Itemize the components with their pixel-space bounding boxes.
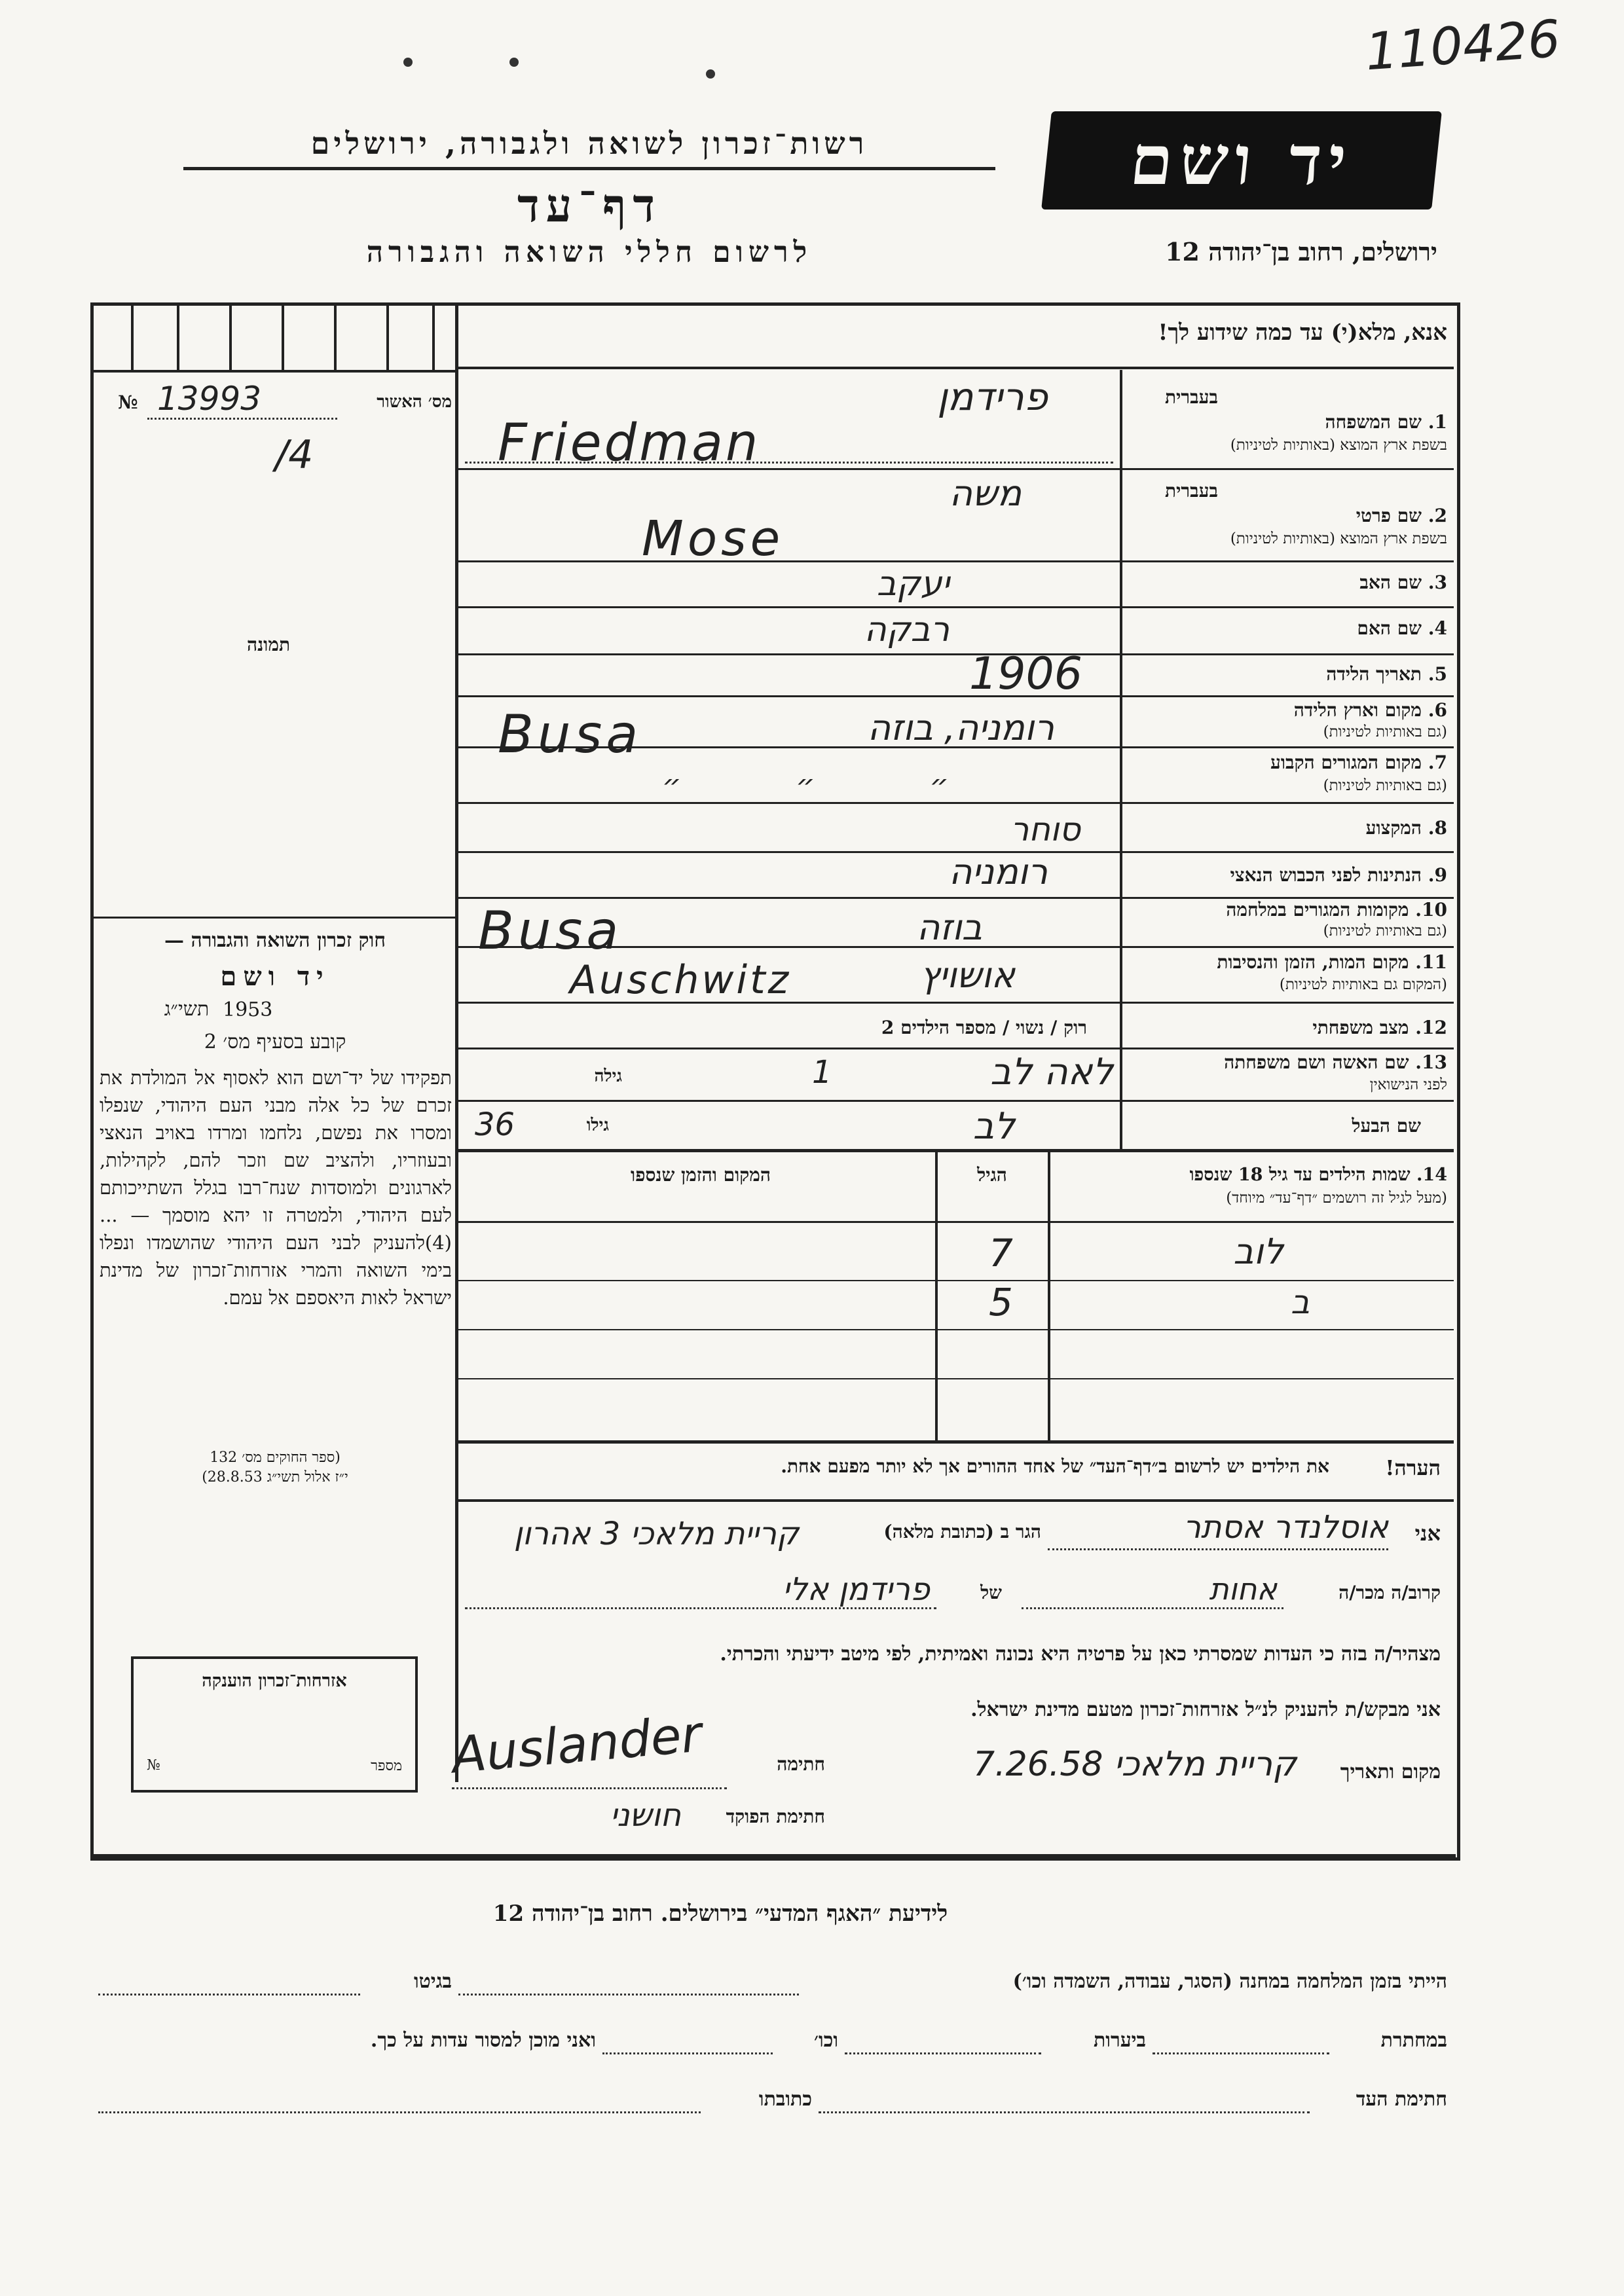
field-7-label <box>1126 753 1447 773</box>
field-11-name: מקום המות, הזמן והנסיבות <box>1217 951 1409 973</box>
children-col-place: המקום והזמן שנספו <box>631 1164 771 1186</box>
field-2-name: שם פרטי <box>1356 505 1422 526</box>
row-rule <box>458 1048 1454 1049</box>
form-instruction: אנא, מלא(י) עד כמה שידוע לך! <box>1158 319 1447 346</box>
field-2-value-hebrew: משה <box>949 473 1022 514</box>
bottom-line2-a: במחתרת <box>1380 2029 1447 2052</box>
row-rule <box>458 695 1454 697</box>
field-1-num: 1. <box>1428 411 1447 433</box>
law-name: יד ושם <box>220 961 330 992</box>
approval-prefix: № <box>118 392 138 413</box>
form-subtitle: לרשום חללי השואה והגבורה <box>366 236 813 269</box>
field-4-value: רבקה <box>864 610 950 649</box>
relation-value: אחות <box>1209 1571 1277 1607</box>
scan-dot <box>403 58 413 67</box>
tick <box>334 306 337 370</box>
note-rule <box>458 1499 1454 1502</box>
children-header-rule <box>458 1221 1454 1223</box>
field-11-num: 11. <box>1415 951 1447 973</box>
instruction-rule <box>458 367 1454 369</box>
law-footnote: (ספר החוקים מס׳ 132 <box>210 1449 341 1466</box>
declarant-name-line <box>1048 1548 1388 1550</box>
field-2-num: 2. <box>1428 505 1447 526</box>
row-rule <box>458 1100 1454 1102</box>
field-7-num: 7. <box>1428 752 1447 773</box>
children-num: 14. <box>1416 1165 1447 1185</box>
bottom-title: לידיעת ״האגף המדעי״ בירושלים. רחוב בן־יהודה 12 <box>492 1901 948 1927</box>
request-text: אני מבקש/ת להעניק לנ״ל אזרחות־זכרון מטעם מדינת ישראל. <box>970 1698 1441 1721</box>
header-address: ירושלים, רחוב בן־יהודה 12 <box>1165 237 1437 266</box>
law-year-hebrew: תשי״ג <box>164 998 210 1021</box>
field-8-name: המקצוע <box>1365 817 1422 839</box>
field-11-value-latin: Auschwitz <box>570 957 792 1003</box>
field-10-name: מקומות המגורים במלחמה <box>1226 899 1409 920</box>
field-1-label <box>1126 412 1447 433</box>
field-10-sub: (גם באותיות לטיניות) <box>1323 922 1447 939</box>
field-13-age-label: גילה <box>594 1066 622 1086</box>
field-12-label <box>1126 1018 1447 1038</box>
field-6-name: מקום וארץ הלידה <box>1293 699 1422 721</box>
law-body: תפקידו של יד־ושם הוא לאסוף אל המולדת את זכרם של כל אלה מבני העם היהודי, שנפלו ומסרו את נפשם, נלחמו ומרדו באויב הנאצי ובעוזריו, ולהציב שם וזכר להם, לקהילות, לארגונים ולמוסדות שנח־רבו בגלל השתייכותם לעם היהודי, ולמטרה זו יהא מוסמך — ...(4)להעניק לבני העם היהודי שהושמדו ונפלו בימי השואה והמרי אזרחות־זכרון של מדינת ישראל לאות היאספם אל עמם. <box>100 1066 452 1309</box>
child-2-name: ב <box>1291 1283 1310 1321</box>
bottom-line3-a-fill <box>819 2111 1310 2113</box>
bottom-line2-b: ביערות <box>1093 2029 1146 2052</box>
official-value: חושני <box>610 1797 681 1834</box>
law-clause: קובע בסעיף מס׳ 2 <box>204 1030 346 1053</box>
note-text: את הילדים יש לרשום ב״דף־העד״ של אחד ההורים אך לא יותר מפעם אחת. <box>781 1455 1329 1477</box>
of-line <box>465 1607 936 1609</box>
citizenship-number-label: מספר <box>371 1758 402 1774</box>
field-8-label <box>1126 818 1447 839</box>
tick <box>229 306 232 370</box>
bottom-line2-c: וכו׳ <box>814 2029 838 2052</box>
bottom-line1-fill <box>458 1994 799 1995</box>
logo-text: יד ושם <box>1126 120 1357 200</box>
field-1-sub: בשפת ארץ המוצא (באותיות לטיניות) <box>1230 437 1447 454</box>
field-11-label <box>1126 953 1447 973</box>
row-rule <box>458 560 1454 562</box>
tick <box>177 306 179 370</box>
signature-line <box>452 1787 727 1789</box>
field-5-name: תאריך הלידה <box>1326 663 1422 685</box>
tick <box>386 306 389 370</box>
bottom-line3-a: חתימת העד <box>1356 2088 1447 2111</box>
husband-age: 36 <box>475 1106 515 1143</box>
law-year: 1953 <box>223 998 273 1021</box>
child-1-name: לוב <box>1233 1231 1283 1272</box>
children-row-rule <box>458 1280 1454 1281</box>
child-1-age: 7 <box>989 1231 1013 1275</box>
husband-age-label: גילו <box>586 1116 609 1135</box>
field-6-num: 6. <box>1428 699 1447 721</box>
row-rule <box>458 1149 1454 1152</box>
children-sub: (מעל לגיל זה רושמים ״דף־עד״ מיוחד) <box>1226 1190 1447 1207</box>
row-rule <box>458 653 1454 655</box>
label-column-divider <box>1120 370 1122 1152</box>
field-3-name: שם האב <box>1359 572 1422 593</box>
field-1-hebrew-tag: בעברית <box>1164 386 1218 408</box>
place-date-value: קריית מלאכי 7.26.58 <box>973 1745 1297 1784</box>
signature-label: חתימה <box>777 1753 825 1775</box>
law-footnote-date: י״ז אלול תשי״ג 28.8.53) <box>202 1469 348 1485</box>
field-12-num: 12. <box>1415 1017 1447 1038</box>
field-6-value-latin: Busa <box>498 704 642 765</box>
field-6-sub: (גם באותיות לטיניות) <box>1323 723 1447 740</box>
scan-dot <box>509 58 519 67</box>
declarant-address: קריית מלאכי 3 אהרון <box>513 1516 799 1552</box>
official-label: חתימת הפוקד <box>726 1806 825 1827</box>
field-3-num: 3. <box>1428 572 1447 593</box>
field-6-value: רומניה, בוזה <box>867 707 1054 748</box>
bottom-line2-b-fill <box>845 2052 1041 2054</box>
bottom-section-top <box>94 1854 1456 1857</box>
field-10-num: 10. <box>1415 899 1447 920</box>
approval-rule <box>94 370 458 373</box>
bottom-line3-b-fill <box>98 2111 701 2113</box>
field-13-label <box>1126 1053 1447 1073</box>
field-9-value: רומניה <box>949 851 1048 892</box>
tick <box>432 306 435 370</box>
children-title-text: שמות הילדים עד גיל 18 שנספו <box>1189 1165 1411 1185</box>
relation-line <box>1022 1607 1283 1609</box>
field-9-name: הנתינות לפני הכבוש הנאצי <box>1230 864 1422 886</box>
declarant-address-label: הגר ב (כתובת מלאה) <box>883 1521 1041 1542</box>
bottom-line2-d: ואני מוכן למסור עדות על כך. <box>370 2029 596 2052</box>
bottom-line1: הייתי בזמן המלחמה במחנה (הסגר, עבודה, השמדה וכו׳) <box>1012 1970 1447 1993</box>
field-7-value: ״ ״ ״ <box>661 767 1002 803</box>
approval-sub: /4 <box>275 432 314 478</box>
field-11-sub: (המקום גם באותיות לטיניות) <box>1279 976 1447 993</box>
field-1-name: שם המשפחה <box>1325 411 1422 433</box>
declarant-name: אוסלנדר אסתר <box>1183 1509 1388 1546</box>
bottom-line3-b: כתובתו <box>758 2088 812 2111</box>
field-8-num: 8. <box>1428 817 1447 839</box>
children-col-divider <box>935 1152 938 1440</box>
field-11-value: אושויץ <box>920 955 1015 996</box>
field-1-value-hebrew: פרידמן <box>937 374 1048 419</box>
field-13-value: לאה לב <box>990 1051 1113 1093</box>
declaration-text: מצהיר/ה בזה כי העדות שמסרתי כאן על פרטיה היא נכונה ואמיתית, לפי מיטב ידיעתי והכרתי. <box>720 1643 1441 1666</box>
field-1-value-latin: Friedman <box>498 414 761 473</box>
citizenship-box <box>131 1656 418 1793</box>
field-7-name: מקום המגורים הקבוע <box>1270 752 1422 773</box>
field-5-value: 1906 <box>969 648 1083 700</box>
law-title: חוק זכרון השואה והגבורה — <box>164 929 386 952</box>
of-label: של <box>980 1582 1002 1603</box>
authority-title: רשות־זכרון לשואה ולגבורה, ירושלים <box>310 126 868 161</box>
archive-number: 110426 <box>1363 9 1562 82</box>
yad-vashem-logo <box>1041 111 1442 210</box>
field-4-num: 4. <box>1428 617 1447 639</box>
of-value: פרידמן אלי <box>782 1571 930 1608</box>
field-2-sub: בשפת ארץ המוצא (באותיות לטיניות) <box>1230 530 1447 547</box>
panel-divider <box>455 306 458 1782</box>
field-9-num: 9. <box>1428 864 1447 886</box>
authority-underline <box>183 167 995 170</box>
bottom-line1-end: בגיטו <box>413 1970 452 1993</box>
field-5-num: 5. <box>1428 663 1447 685</box>
field-13-num: 13. <box>1415 1051 1447 1073</box>
field-4-name: שם האם <box>1357 617 1422 639</box>
form-title: דף־עד <box>517 178 661 232</box>
husband-value: לב <box>972 1105 1015 1148</box>
children-bottom-rule <box>458 1440 1454 1444</box>
field-12-value: רוק / נשוי / מספר הילדים 2 <box>881 1017 1087 1038</box>
field-1-underline <box>465 462 1113 464</box>
children-row-rule <box>458 1329 1454 1330</box>
field-5-label <box>1126 665 1447 685</box>
tick <box>131 306 134 370</box>
field-10-value: בוזה <box>917 907 982 948</box>
approval-underline <box>147 418 337 420</box>
citizenship-number-prefix: № <box>147 1757 160 1774</box>
bottom-line2-a-fill <box>1153 2052 1329 2054</box>
field-10-label <box>1126 900 1447 920</box>
law-box-top <box>94 917 458 919</box>
declarant-ani: אני <box>1414 1521 1441 1546</box>
approval-label: מס׳ האשור <box>377 392 452 412</box>
bottom-line2-c-fill <box>602 2052 773 2054</box>
bottom-line1-tail <box>98 1994 360 1995</box>
citizenship-title: אזרחות־זכרון הוענקה <box>202 1671 347 1691</box>
tick <box>282 306 284 370</box>
field-4-label <box>1126 619 1447 639</box>
row-rule <box>458 606 1454 608</box>
field-6-label <box>1126 701 1447 721</box>
field-9-label <box>1126 866 1447 886</box>
field-2-hebrew-tag: בעברית <box>1164 480 1218 501</box>
children-col-age: הגיל <box>977 1164 1007 1186</box>
field-13-age: 1 <box>812 1054 832 1091</box>
field-3-label <box>1126 573 1447 593</box>
field-13-name: שם האשה ושם משפחתה <box>1224 1051 1409 1073</box>
field-10-value-latin: Busa <box>478 900 623 961</box>
husband-label: שם הבעל <box>1352 1115 1421 1137</box>
child-2-age: 5 <box>989 1280 1013 1324</box>
field-3-value: יעקב <box>876 564 950 604</box>
field-12-name: מצב משפחתי <box>1312 1017 1409 1038</box>
note-label: הערה! <box>1385 1455 1441 1480</box>
children-row-rule <box>458 1378 1454 1379</box>
place-date-label: מקום ותאריך <box>1340 1760 1441 1783</box>
field-13-sub: לפני הנישואין <box>1369 1076 1447 1093</box>
photo-label: תמונה <box>246 634 291 655</box>
field-2-value-latin: Mose <box>642 511 784 567</box>
signature-value: Auslander <box>449 1704 705 1785</box>
approval-number: 13993 <box>157 380 262 418</box>
children-title <box>1054 1165 1447 1185</box>
field-8-value: סוחר <box>1010 811 1080 848</box>
children-col-divider <box>1048 1152 1050 1440</box>
scan-dot <box>706 69 715 79</box>
field-2-label <box>1126 506 1447 526</box>
field-7-sub: (גם באותיות לטיניות) <box>1323 777 1447 794</box>
relation-label: קרוב/ה מכר/ה <box>1338 1582 1441 1603</box>
